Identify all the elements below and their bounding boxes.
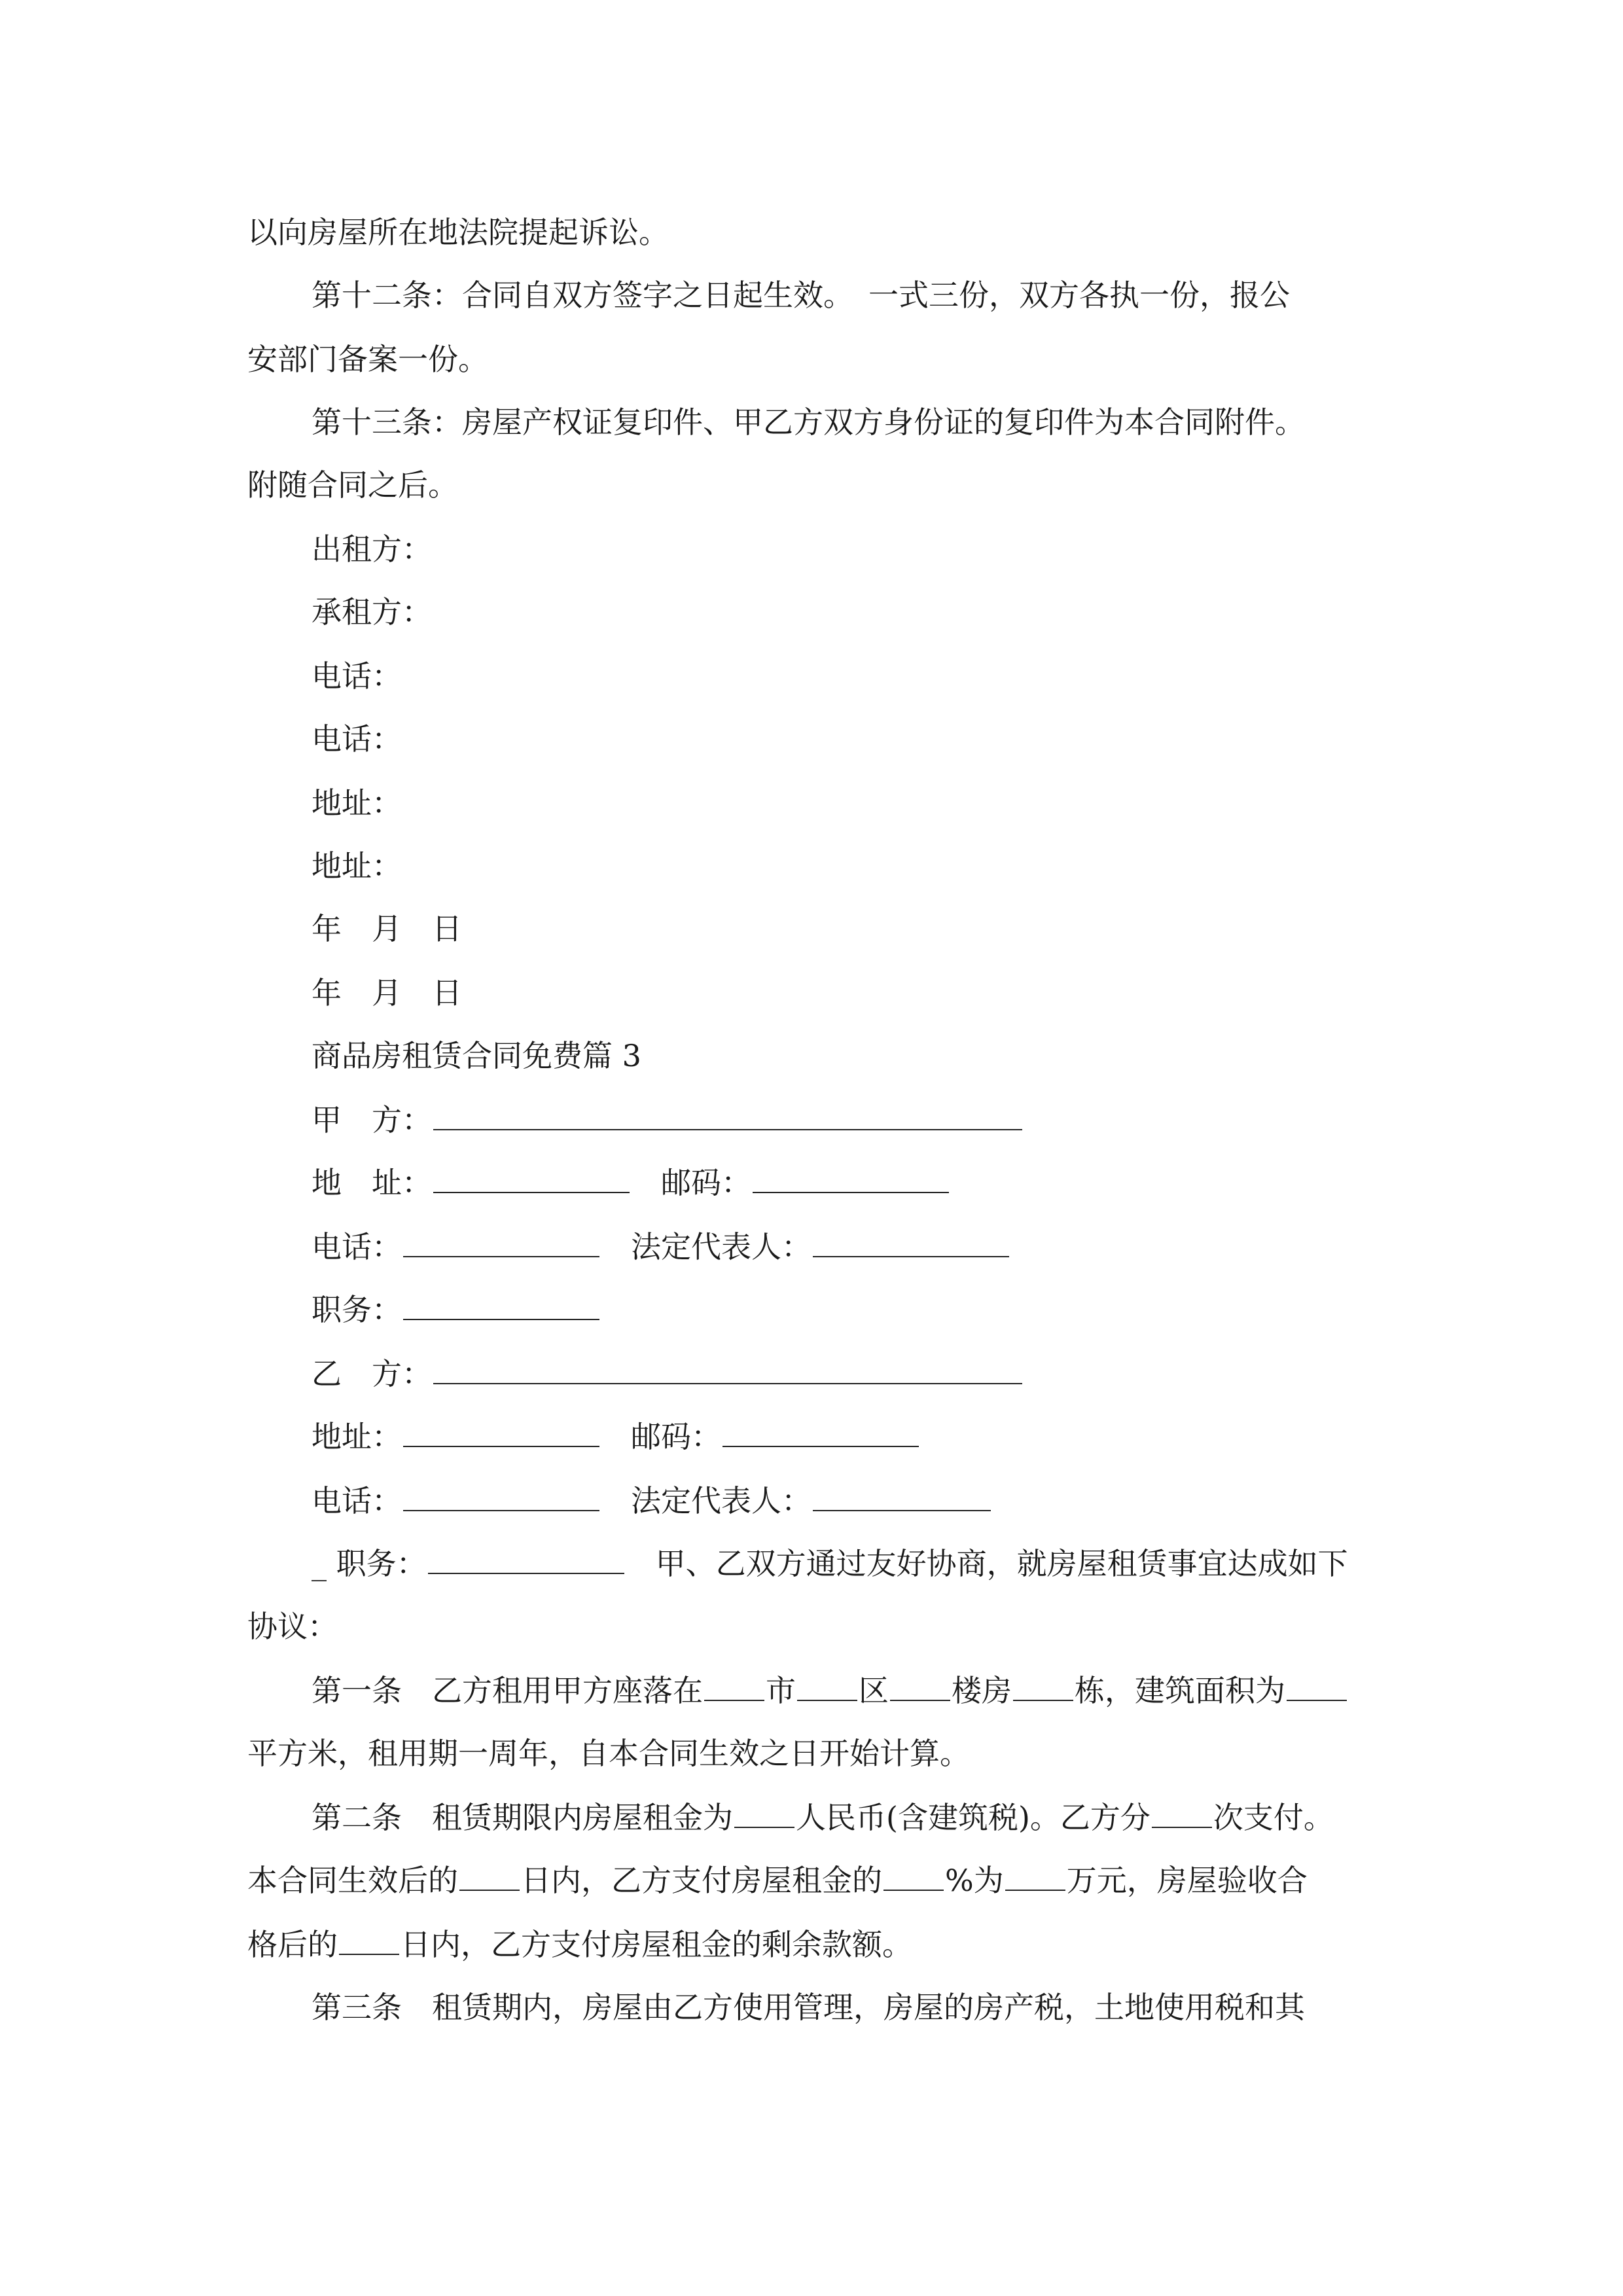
text-fragment: 区 bbox=[859, 1673, 889, 1708]
legal-rep-label: 法定代表人： bbox=[631, 1229, 812, 1265]
text-fragment: 日内，乙方支付房屋租金的 bbox=[521, 1863, 882, 1898]
date-line: 年 月 日 bbox=[312, 911, 462, 946]
blank-field bbox=[1005, 1887, 1065, 1891]
party-b-label: 乙 方： bbox=[312, 1356, 432, 1391]
text-line: 安部门备案一份。 bbox=[247, 342, 488, 377]
blank-field bbox=[734, 1824, 794, 1828]
party-b-row bbox=[312, 1356, 1024, 1391]
address-label: 地址： bbox=[312, 848, 402, 884]
text-fragment: 格后的 bbox=[247, 1927, 338, 1962]
blank-field bbox=[403, 1443, 599, 1447]
phone-rep-row bbox=[312, 1483, 992, 1518]
text-fragment: 日内，乙方支付房屋租金的剩余款额。 bbox=[401, 1927, 912, 1962]
text-fragment: 楼房 bbox=[952, 1673, 1012, 1708]
blank-field bbox=[339, 1951, 399, 1955]
address-postcode-row bbox=[312, 1165, 950, 1200]
address-label: 地址： bbox=[312, 785, 402, 821]
phone-label: 电话： bbox=[312, 1229, 402, 1265]
blank-field bbox=[403, 1253, 599, 1257]
phone-label: 电话： bbox=[312, 1483, 402, 1518]
party-a-row bbox=[312, 1102, 1024, 1138]
article-2-line-3 bbox=[247, 1929, 912, 1960]
position-row bbox=[312, 1292, 601, 1327]
blank-field bbox=[883, 1887, 944, 1891]
blank-field bbox=[1287, 1697, 1347, 1701]
blank-field bbox=[1013, 1697, 1073, 1701]
address-postcode-row bbox=[312, 1419, 920, 1454]
lessee-label: 承租方： bbox=[312, 594, 432, 630]
position-label: _ 职务： bbox=[312, 1546, 427, 1581]
blank-field bbox=[459, 1887, 520, 1891]
phone-rep-row bbox=[312, 1229, 1010, 1265]
blank-field bbox=[433, 1126, 1022, 1130]
text-fragment: 第一条 乙方租用甲方座落在 bbox=[312, 1673, 703, 1708]
article-2 bbox=[312, 1800, 1334, 1835]
postcode-label: 邮码： bbox=[631, 1419, 721, 1454]
blank-field bbox=[433, 1189, 630, 1193]
text-line: 平方米，租用期一周年，自本合同生效之日开始计算。 bbox=[247, 1736, 970, 1771]
article-2-line-2 bbox=[247, 1863, 1308, 1898]
blank-field bbox=[722, 1443, 919, 1447]
blank-field bbox=[403, 1507, 599, 1511]
text-line: 协议： bbox=[247, 1609, 338, 1644]
text-line: 附随合同之后。 bbox=[247, 467, 458, 503]
phone-label: 电话： bbox=[312, 658, 402, 694]
text-fragment: 第二条 租赁期限内房屋租金为 bbox=[312, 1800, 733, 1835]
text-fragment: 市 bbox=[766, 1673, 796, 1708]
blank-field bbox=[797, 1697, 857, 1701]
text-fragment: 栋，建筑面积为 bbox=[1075, 1673, 1285, 1708]
article-1 bbox=[312, 1673, 1348, 1708]
blank-field bbox=[753, 1189, 949, 1193]
text-line: 以向房屋所在地法院提起诉讼。 bbox=[247, 215, 669, 250]
blank-field bbox=[433, 1380, 1022, 1384]
article-13: 第十三条：房屋产权证复印件、甲乙方双方身份证的复印件为本合同附件。 bbox=[312, 404, 1305, 440]
blank-field bbox=[813, 1507, 991, 1511]
legal-rep-label: 法定代表人： bbox=[631, 1483, 812, 1518]
blank-field bbox=[403, 1316, 599, 1320]
date-line: 年 月 日 bbox=[312, 975, 462, 1011]
text-fragment: 万元，房屋验收合 bbox=[1066, 1863, 1308, 1898]
position-label: 职务： bbox=[312, 1292, 402, 1327]
phone-label: 电话： bbox=[312, 721, 402, 757]
blank-field bbox=[704, 1697, 764, 1701]
blank-field bbox=[890, 1697, 950, 1701]
blank-field bbox=[428, 1570, 624, 1574]
text-fragment: 人民币(含建筑税)。乙方分 bbox=[796, 1800, 1150, 1835]
article-3: 第三条 租赁期内，房屋由乙方使用管理，房屋的房产税，土地使用税和其 bbox=[312, 1990, 1305, 2025]
text-fragment: %为 bbox=[945, 1863, 1004, 1898]
article-12: 第十二条：合同自双方签字之日起生效。 一式三份，双方各执一份，报公 bbox=[312, 278, 1290, 313]
blank-field bbox=[1152, 1824, 1212, 1828]
section-title: 商品房租赁合同免费篇 3 bbox=[312, 1038, 641, 1073]
postcode-label: 邮码： bbox=[661, 1165, 751, 1200]
text-fragment: 次支付。 bbox=[1213, 1800, 1334, 1835]
address-label: 地址： bbox=[312, 1419, 402, 1454]
lessor-label: 出租方： bbox=[312, 531, 432, 567]
address-label: 地 址： bbox=[312, 1165, 432, 1200]
position-intro-row bbox=[312, 1546, 1348, 1581]
agreement-intro: 甲、乙双方通过友好协商，就房屋租赁事宜达成如下 bbox=[655, 1546, 1348, 1581]
party-a-label: 甲 方： bbox=[312, 1102, 432, 1138]
blank-field bbox=[813, 1253, 1009, 1257]
text-fragment: 本合同生效后的 bbox=[247, 1863, 458, 1898]
